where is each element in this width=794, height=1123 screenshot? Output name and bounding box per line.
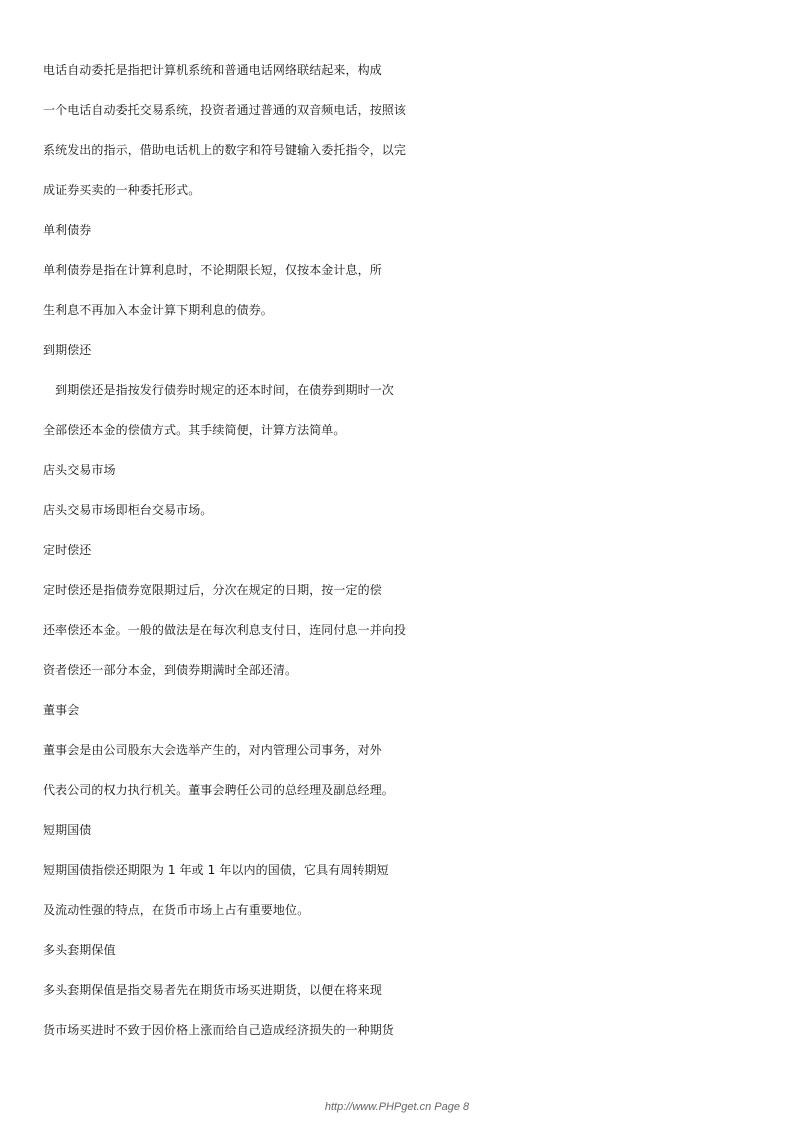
term-heading: 多头套期保值 — [43, 943, 116, 957]
text-line: 一个电话自动委托交易系统，投资者通过普通的双音频电话，按照该 — [43, 103, 407, 117]
text-line: 多头套期保值是指交易者先在期货市场买进期货，以便在将来现 — [43, 983, 382, 997]
text-line: 成证券买卖的一种委托形式。 — [43, 183, 201, 197]
text-line: 代表公司的权力执行机关。董事会聘任公司的总经理及副总经理。 — [43, 783, 394, 797]
text-line: 生利息不再加入本金计算下期利息的债券。 — [43, 303, 273, 317]
text-line: 还率偿还本金。一般的做法是在每次利息支付日，连同付息一并向投 — [43, 623, 407, 637]
text-line: 系统发出的指示，借助电话机上的数字和符号键输入委托指令，以完 — [43, 143, 407, 157]
page-footer: http://www.PHPget.cn Page 8 — [324, 1101, 470, 1113]
term-heading: 董事会 — [43, 703, 80, 717]
text-line: 短期国债指偿还期限为 1 年或 1 年以内的国债，它具有周转期短 — [43, 863, 389, 877]
term-heading: 店头交易市场 — [43, 463, 116, 477]
text-line: 资者偿还一部分本金，到债券期满时全部还清。 — [43, 663, 298, 677]
text-line: 董事会是由公司股东大会选举产生的，对内管理公司事务，对外 — [43, 743, 382, 757]
term-heading: 到期偿还 — [43, 343, 92, 357]
text-line: 货市场买进时不致于因价格上涨而给自己造成经济损失的一种期货 — [43, 1023, 394, 1037]
text-line: 及流动性强的特点，在货币市场上占有重要地位。 — [43, 903, 310, 917]
text-line: 全部偿还本金的偿债方式。其手续简便，计算方法简单。 — [43, 423, 346, 437]
text-line: 单利债券是指在计算利息时，不论期限长短，仅按本金计息，所 — [43, 263, 382, 277]
text-line: 定时偿还是指债券宽限期过后，分次在规定的日期，按一定的偿 — [43, 583, 382, 597]
text-line: 店头交易市场即柜台交易市场。 — [43, 503, 213, 517]
text-line: 到期偿还是指按发行债券时规定的还本时间，在债券到期时一次 — [43, 383, 394, 397]
term-heading: 单利债券 — [43, 223, 92, 237]
text-line: 电话自动委托是指把计算机系统和普通电话网络联结起来，构成 — [43, 63, 382, 77]
term-heading: 短期国债 — [43, 823, 92, 837]
document-body — [43, 60, 463, 1060]
term-heading: 定时偿还 — [43, 543, 92, 557]
